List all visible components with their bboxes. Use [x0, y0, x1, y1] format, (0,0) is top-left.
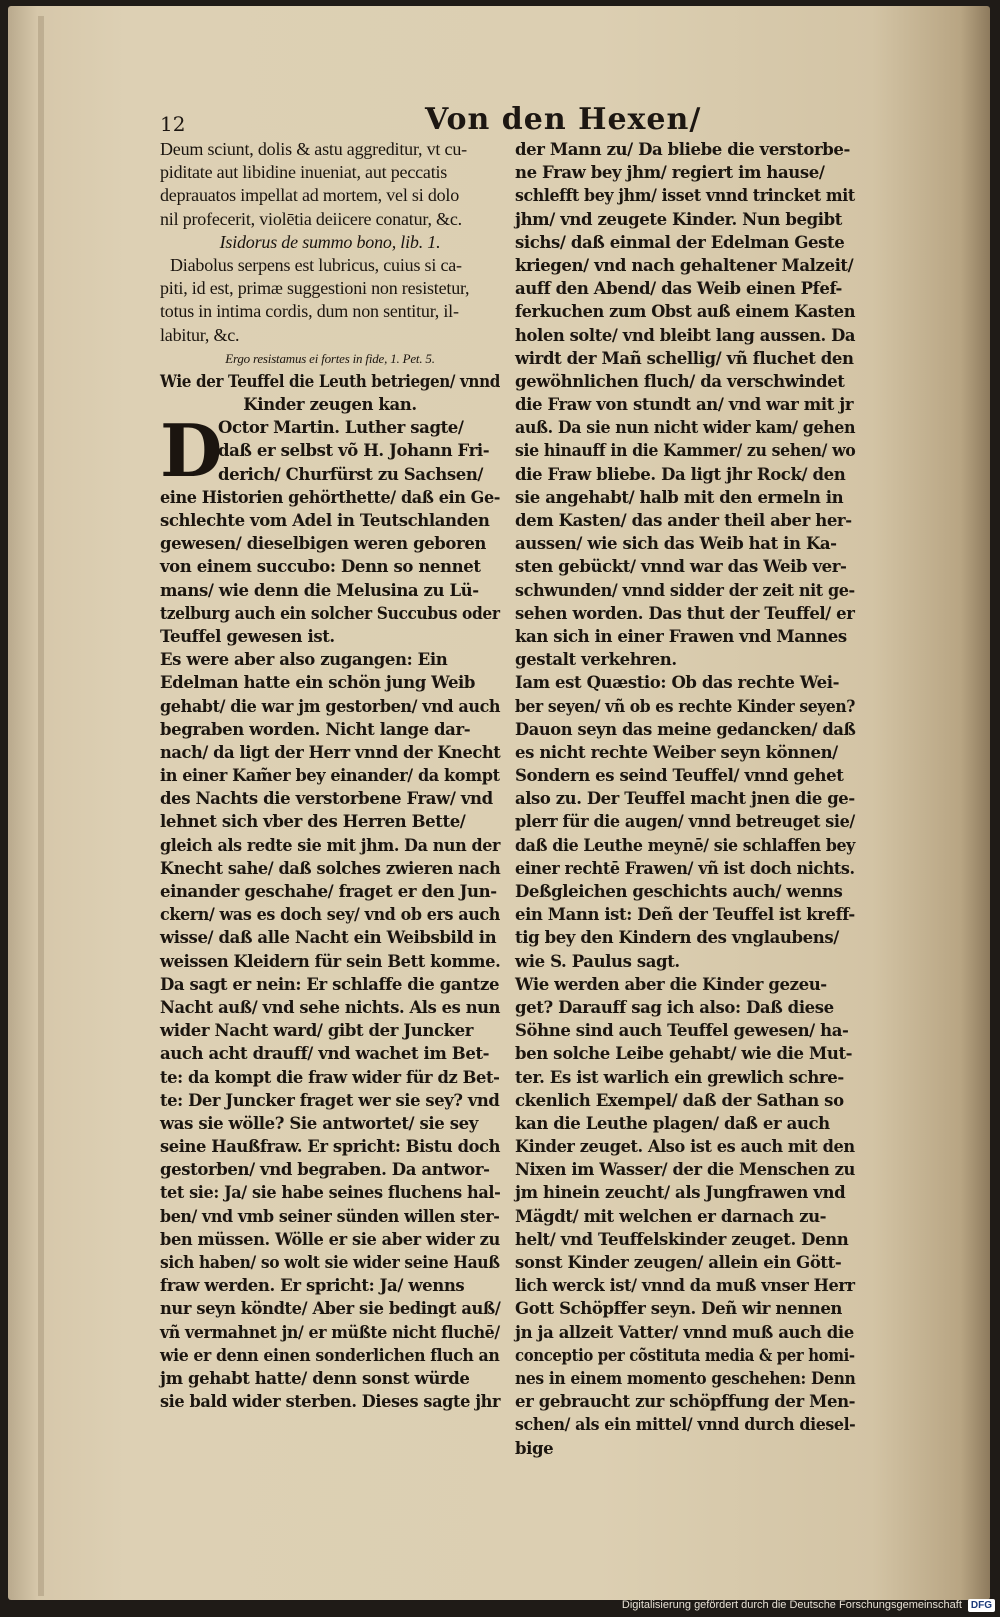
text-line: jm hinein zeucht/ als Jungfrawen vnd [515, 1183, 846, 1203]
text-line: Iam est Quæstio: Ob das rechte Wei- [515, 673, 840, 693]
text-line: te: da kompt die fraw wider für dz Bet- [160, 1067, 500, 1087]
text-line: Da sagt er nein: Er schlaffe die gantze [160, 974, 500, 994]
heading-line: Wie der Teuffel die Leuth betriegen/ vnnd [160, 371, 500, 391]
text-line: dem Kasten/ das ander theil aber her- [515, 511, 852, 530]
text-line: conceptio per cõstituta media & per homi- [515, 1345, 855, 1365]
text-line: gestorben/ vnd begraben. Da antwor- [160, 1160, 490, 1180]
text-line: ckenlich Exempel/ daß der Sathan so [515, 1090, 844, 1110]
body-text [160, 486, 500, 1414]
text-line: Wie werden aber die Kinder gezeu- [515, 974, 827, 994]
text-line: also zu. Der Teuffel macht jnen die ge- [515, 789, 855, 809]
text-line: ne Fraw bey jhm/ regiert im hause/ [515, 163, 825, 183]
text-line: einer rechtē Frawen/ vñ ist doch nichts. [515, 858, 855, 878]
text-line: Nacht auß/ vnd sehe nichts. Als es nun [160, 997, 501, 1017]
text-line: schwunden/ vnnd sidder der zeit nit ge- [515, 580, 855, 600]
text-line: Edelman hatte ein schön jung Weib [160, 673, 476, 693]
text-line: gehabt/ die war jm gestorben/ vnd auch [160, 696, 501, 716]
text-line: nach/ da ligt der Herr vnnd der Knecht [160, 742, 501, 762]
text-line: tzelburg auch ein solcher Succubus oder [160, 603, 500, 623]
text-line: aussen/ wie sich das Weib hat in Ka- [515, 534, 837, 554]
text-line: holen solte/ vnd bleibt lang aussen. Da [515, 325, 856, 345]
text-line: wider Nacht ward/ gibt der Juncker [160, 1021, 474, 1041]
text-line: die Fraw bliebe. Da ligt jhr Rock/ den [515, 464, 846, 484]
text-line: Octor Martin. Luther sagte/ [218, 418, 464, 438]
text-line: es nicht rechte Weiber seyn können/ [515, 742, 838, 762]
text-line: was sie wölle? Sie antwortet/ sie sey [160, 1113, 478, 1133]
text-line: Nixen im Wasser/ der die Menschen zu [515, 1160, 855, 1180]
text-line: von einem succubo: Denn so nennet [160, 557, 481, 577]
text-line: te: Der Juncker fraget wer sie sey? vnd [160, 1090, 500, 1110]
text-line: ben solche Leibe gehabt/ wie die Mut- [515, 1044, 853, 1064]
page-header [160, 102, 860, 142]
text-line: sten gebückt/ vnnd war das Weib ver- [515, 557, 847, 577]
text-line: sie hinauff in die Kammer/ zu sehen/ wo [515, 441, 856, 461]
text-line: jm gehabt hatte/ denn sonst würde [160, 1368, 470, 1388]
text-line: Dauon seyn das meine gedancken/ daß [515, 719, 856, 739]
text-line: Diabolus serpens est lubricus, cuius si ca- [170, 254, 462, 275]
text-line: ben müssen. Wölle er sie aber wider zu [160, 1229, 500, 1249]
body-text [515, 138, 855, 1460]
text-line: ckern/ was es doch sey/ vnd ob ers auch [160, 905, 500, 925]
text-line: sichs/ daß einmal der Edelman Geste [515, 232, 845, 252]
text-line: ter. Es ist warlich ein grewlich schre- [515, 1067, 844, 1087]
text-line: ein Mann ist: Deñ der Teuffel ist kreff- [515, 905, 855, 925]
latin-quote-2 [160, 254, 500, 347]
drop-cap: D [160, 408, 223, 494]
text-line: get? Darauff sag ich also: Daß diese [515, 997, 834, 1017]
text-line: totus in intima cordis, dum non sentitur, il- [160, 301, 459, 322]
text-line: sonst Kinder zeugen/ allein ein Gött- [515, 1253, 842, 1272]
left-column [160, 138, 500, 1413]
text-line: tet sie: Ja/ sie habe seines fluchens hal- [160, 1183, 501, 1203]
text-line: kan die Leuthe plagen/ daß er auch [515, 1113, 830, 1133]
text-line: jhm/ vnd zeugete Kinder. Nun begibt [515, 209, 842, 229]
text-line: wie er denn einen sonderlichen fluch an [160, 1345, 500, 1365]
text-line: sie bald wider sterben. Dieses sagte jhr [160, 1392, 501, 1412]
text-line: vñ vermahnet jn/ er müßte nicht fluchē/ [160, 1322, 500, 1342]
text-line: ben/ vnd vmb seiner sünden willen ster- [160, 1206, 500, 1226]
text-line: Mägdt/ mit welchen er darnach zu- [515, 1206, 827, 1226]
citation: Isidorus de summo bono, lib. 1. [219, 231, 441, 252]
text-line: nur seyn köndte/ Aber sie bedingt auß/ [160, 1299, 501, 1319]
text-line: lehnet sich vber des Herren Bette/ [160, 812, 466, 832]
text-line: Kinder zeuget. Also ist es auch mit den [515, 1137, 855, 1157]
gutter-shadow [38, 16, 44, 1596]
text-line: Söhne sind auch Teuffel gewesen/ ha- [515, 1021, 849, 1041]
text-line: sie angehabt/ halb mit den ermeln in [515, 487, 844, 507]
text-line: schlefft bey jhm/ isset vnnd trincket mit [515, 186, 855, 206]
text-line: auff den Abend/ das Weib einen Pfef- [515, 279, 843, 299]
text-line: wie S. Paulus sagt. [515, 951, 680, 971]
text-line: begraben worden. Nicht lange dar- [160, 719, 471, 739]
text-line: gewöhnlichen fluch/ da verschwindet [515, 371, 845, 391]
dfg-logo: DFG [968, 1599, 995, 1612]
text-line: plerr für die augen/ vnnd betreuget sie/ [515, 812, 855, 832]
scripture-reference: Ergo resistamus ei fortes in fide, 1. Pet. 5. [225, 350, 435, 366]
text-line: Deum sciunt, dolis & astu aggreditur, vt cu- [160, 139, 467, 159]
drop-paragraph [160, 408, 500, 494]
text-line: fraw werden. Er spricht: Ja/ wenns [160, 1276, 465, 1296]
text-line: auß. Da sie nun nicht wider kam/ gehen [515, 418, 856, 438]
text-line: einander geschahe/ fraget er den Jun- [160, 882, 497, 901]
text-line: mans/ wie denn die Melusina zu Lü- [160, 580, 479, 600]
text-line: wisse/ daß alle Nacht ein Weibsbild in [160, 928, 497, 948]
text-line: piditate aut libidine inueniat, aut peccatis [160, 162, 448, 183]
text-line: auch acht drauff/ vnd wachet im Bet- [160, 1044, 490, 1064]
text-line: kriegen/ vnd nach gehaltener Malzeit/ [515, 255, 854, 275]
text-line: sehen worden. Das thut der Teuffel/ er [515, 603, 855, 623]
text-line: die Fraw von stundt an/ vnd war mit jr [515, 395, 854, 415]
text-line: wirdt der Mañ schellig/ vñ fluchet den [515, 348, 854, 368]
text-line: Deßgleichen geschichts auch/ wenns [515, 882, 843, 901]
text-line: Teuffel gewesen ist. [160, 626, 335, 646]
text-line: eine Historien gehörthette/ daß ein Ge- [160, 487, 501, 507]
text-line: daß die Leuthe meynē/ sie schlaffen bey [515, 835, 855, 855]
heading-line: Kinder zeugen kan. [243, 395, 417, 415]
text-line: ferkuchen zum Obst auß einem Kasten [515, 302, 856, 322]
text-line: nil profecerit, violētia deiicere conatur, &c. [160, 208, 462, 229]
text-line: in einer Kam̃er bey einander/ da kompt [160, 766, 500, 786]
text-line: deprauatos impellat ad mortem, vel si dolo [160, 185, 460, 206]
text-line: sich haben/ so wolt sie wider seine Hauß [160, 1253, 500, 1272]
text-line: seine Haußfraw. Er spricht: Bistu doch [160, 1137, 501, 1157]
text-line: bige [515, 1438, 554, 1458]
text-line: Knecht sahe/ daß solches zwieren nach [160, 858, 501, 878]
footer-credit [540, 1597, 995, 1613]
text-line: gleich als redte sie mit jhm. Da nun der [160, 835, 501, 855]
text-line: gestalt verkehren. [515, 650, 677, 670]
text-line: Es were aber also zugangen: Ein [160, 650, 448, 670]
text-line: derich/ Churfürst zu Sachsen/ [218, 464, 484, 484]
latin-quote-1 [160, 138, 500, 231]
page-number: 12 [160, 112, 186, 136]
text-line: der Mann zu/ Da bliebe die verstorbe- [515, 140, 850, 159]
text-line: lich werck ist/ vnnd da muß vnser Herr [515, 1276, 855, 1296]
text-line: labitur, &c. [160, 324, 240, 345]
text-line: Sondern es seind Teuffel/ vnnd gehet [515, 766, 844, 786]
text-line: er gebraucht zur schöpffung der Men- [515, 1392, 856, 1412]
text-line: kan sich in einer Frawen vnd Mannes [515, 626, 847, 646]
footer-text: Digitalisierung gefördert durch die Deutsche Forschungsgemeinschaft [621, 1599, 962, 1611]
text-line: helt/ vnd Teuffelskinder zeuget. Denn [515, 1229, 849, 1249]
text-line: schen/ als ein mittel/ vnnd durch diesel- [515, 1415, 856, 1435]
text-line: jn ja allzeit Vatter/ vnnd muß auch die [515, 1322, 854, 1342]
text-line: tig bey den Kindern des vnglaubens/ [515, 928, 839, 948]
text-line: des Nachts die verstorbene Fraw/ vnd [160, 789, 493, 809]
text-line: piti, id est, primæ suggestioni non resistetur, [160, 278, 470, 299]
text-line: nes in einem momento geschehen: Denn [515, 1368, 856, 1388]
text-line: weissen Kleidern für sein Bett komme. [160, 951, 501, 971]
text-line: ber seyen/ vñ ob es rechte Kinder seyen? [515, 696, 856, 716]
text-line: gewesen/ dieselbigen weren geboren [160, 534, 487, 554]
text-line: schlechte vom Adel in Teutschlanden [160, 511, 490, 530]
text-line: daß er selbst võ H. Johann Fri- [218, 441, 490, 461]
running-head: Von den Hexen/ [425, 102, 702, 137]
right-column [515, 138, 855, 1460]
text-line: Gott Schöpffer seyn. Deñ wir nennen [515, 1299, 843, 1319]
